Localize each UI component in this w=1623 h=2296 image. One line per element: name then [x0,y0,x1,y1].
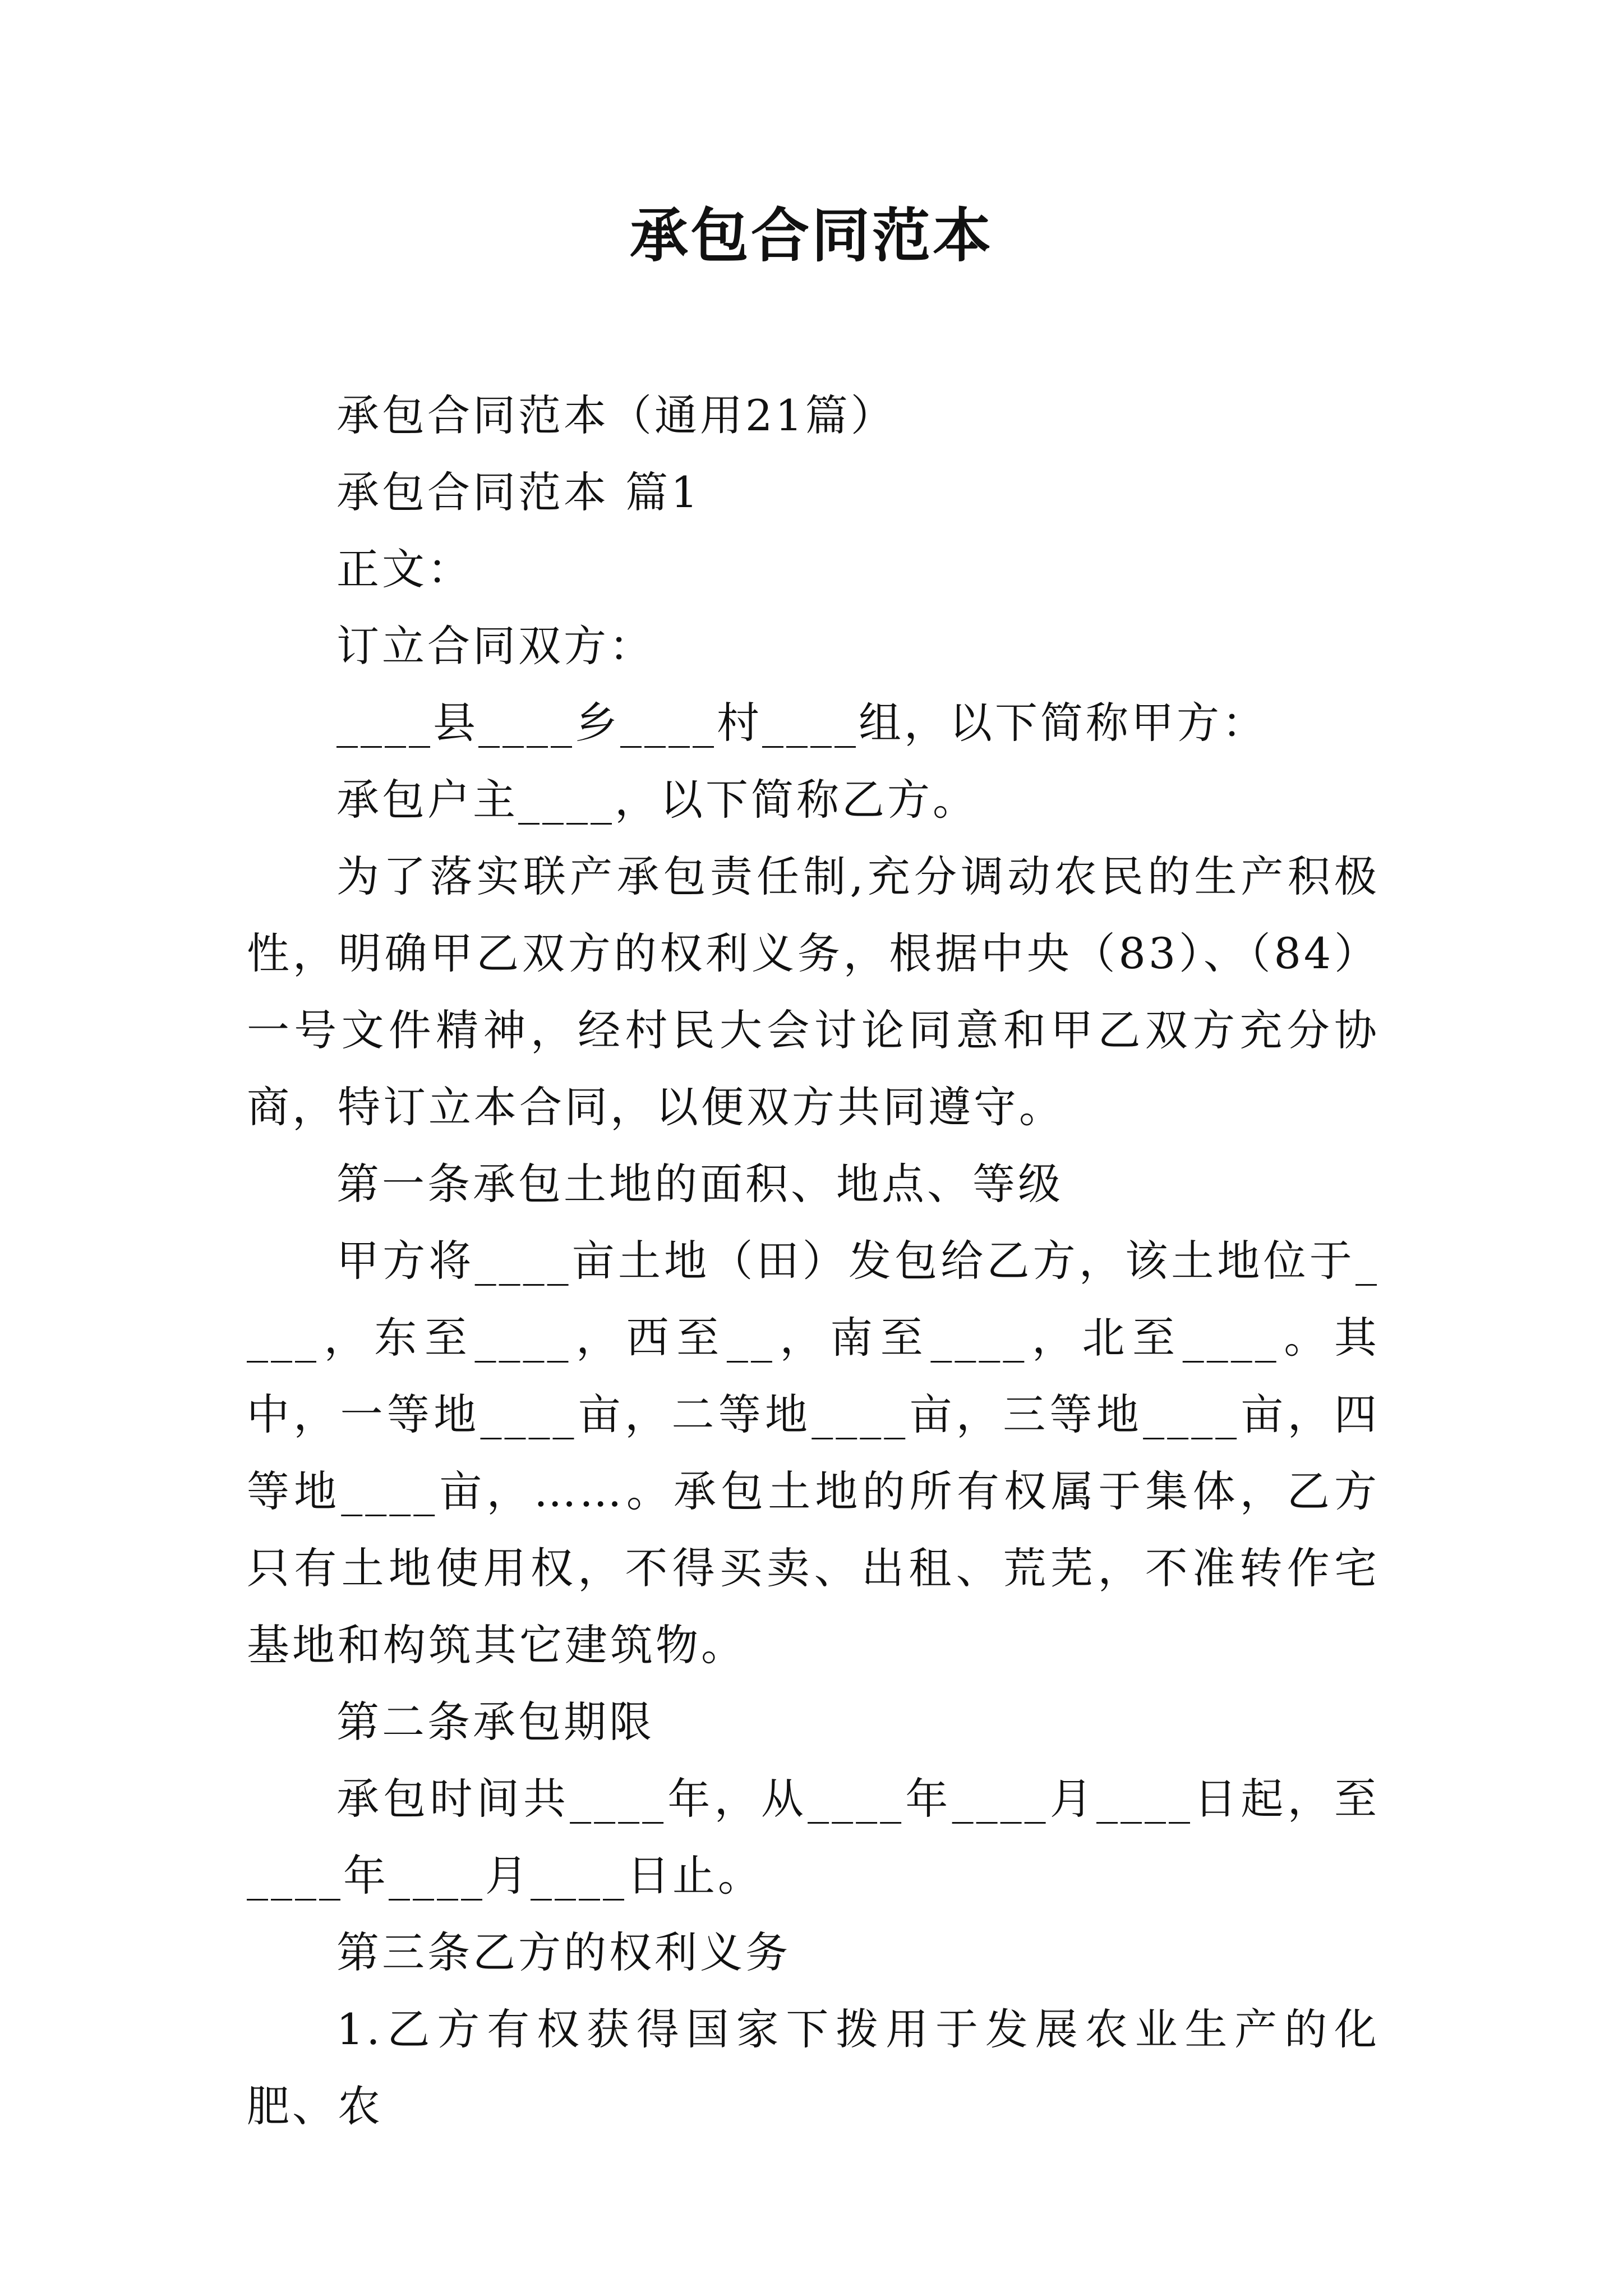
article-2-body: 承包时间共____年，从____年____月____日起，至____年____月____日止。 [247,1774,1380,1901]
paragraph-preamble: 为了落实联产承包责任制,充分调动农民的生产积极性，明确甲乙双方的权利义务，根据中央（83）、（84）一号文件精神，经村民大会讨论同意和甲乙双方充分协商，特订立本合同，以便双方共同遵守。 [247,852,1380,1132]
article-3-heading: 第三条乙方的权利义务 [336,1927,791,1977]
paragraph-parties-label: 订立合同双方： [336,621,654,671]
paragraph-heading: 承包合同范本（通用21篇） [336,390,896,440]
paragraph-party-b: 承包户主____，以下简称乙方。 [336,775,978,825]
document-title: 承包合同范本 [629,201,993,270]
paragraph-party-a: ____县____乡____村____组，以下简称甲方： [336,698,1267,748]
article-1-heading: 第一条承包土地的面积、地点、等级 [336,1159,1063,1209]
article-1-body: 甲方将____亩土地（田）发包给乙方，该土地位于____，东至____，西至__，南至____，北至____。其中，一等地____亩，二等地____亩，三等地____亩，四等地____亩，……。承包土地的所有权属于集体，乙方只有土地使用权，不得买卖、出租、荒芜，不准转作宅基地和构筑其它建筑物。 [247,1236,1380,1670]
article-3-item-1: 1.乙方有权获得国家下拨用于发展农业生产的化肥、农 [247,2004,1380,2131]
paragraph-body-label: 正文： [336,544,473,594]
paragraph-section-label: 承包合同范本 篇1 [336,467,701,517]
article-2-heading: 第二条承包期限 [336,1697,654,1747]
document-body [247,377,1380,2145]
